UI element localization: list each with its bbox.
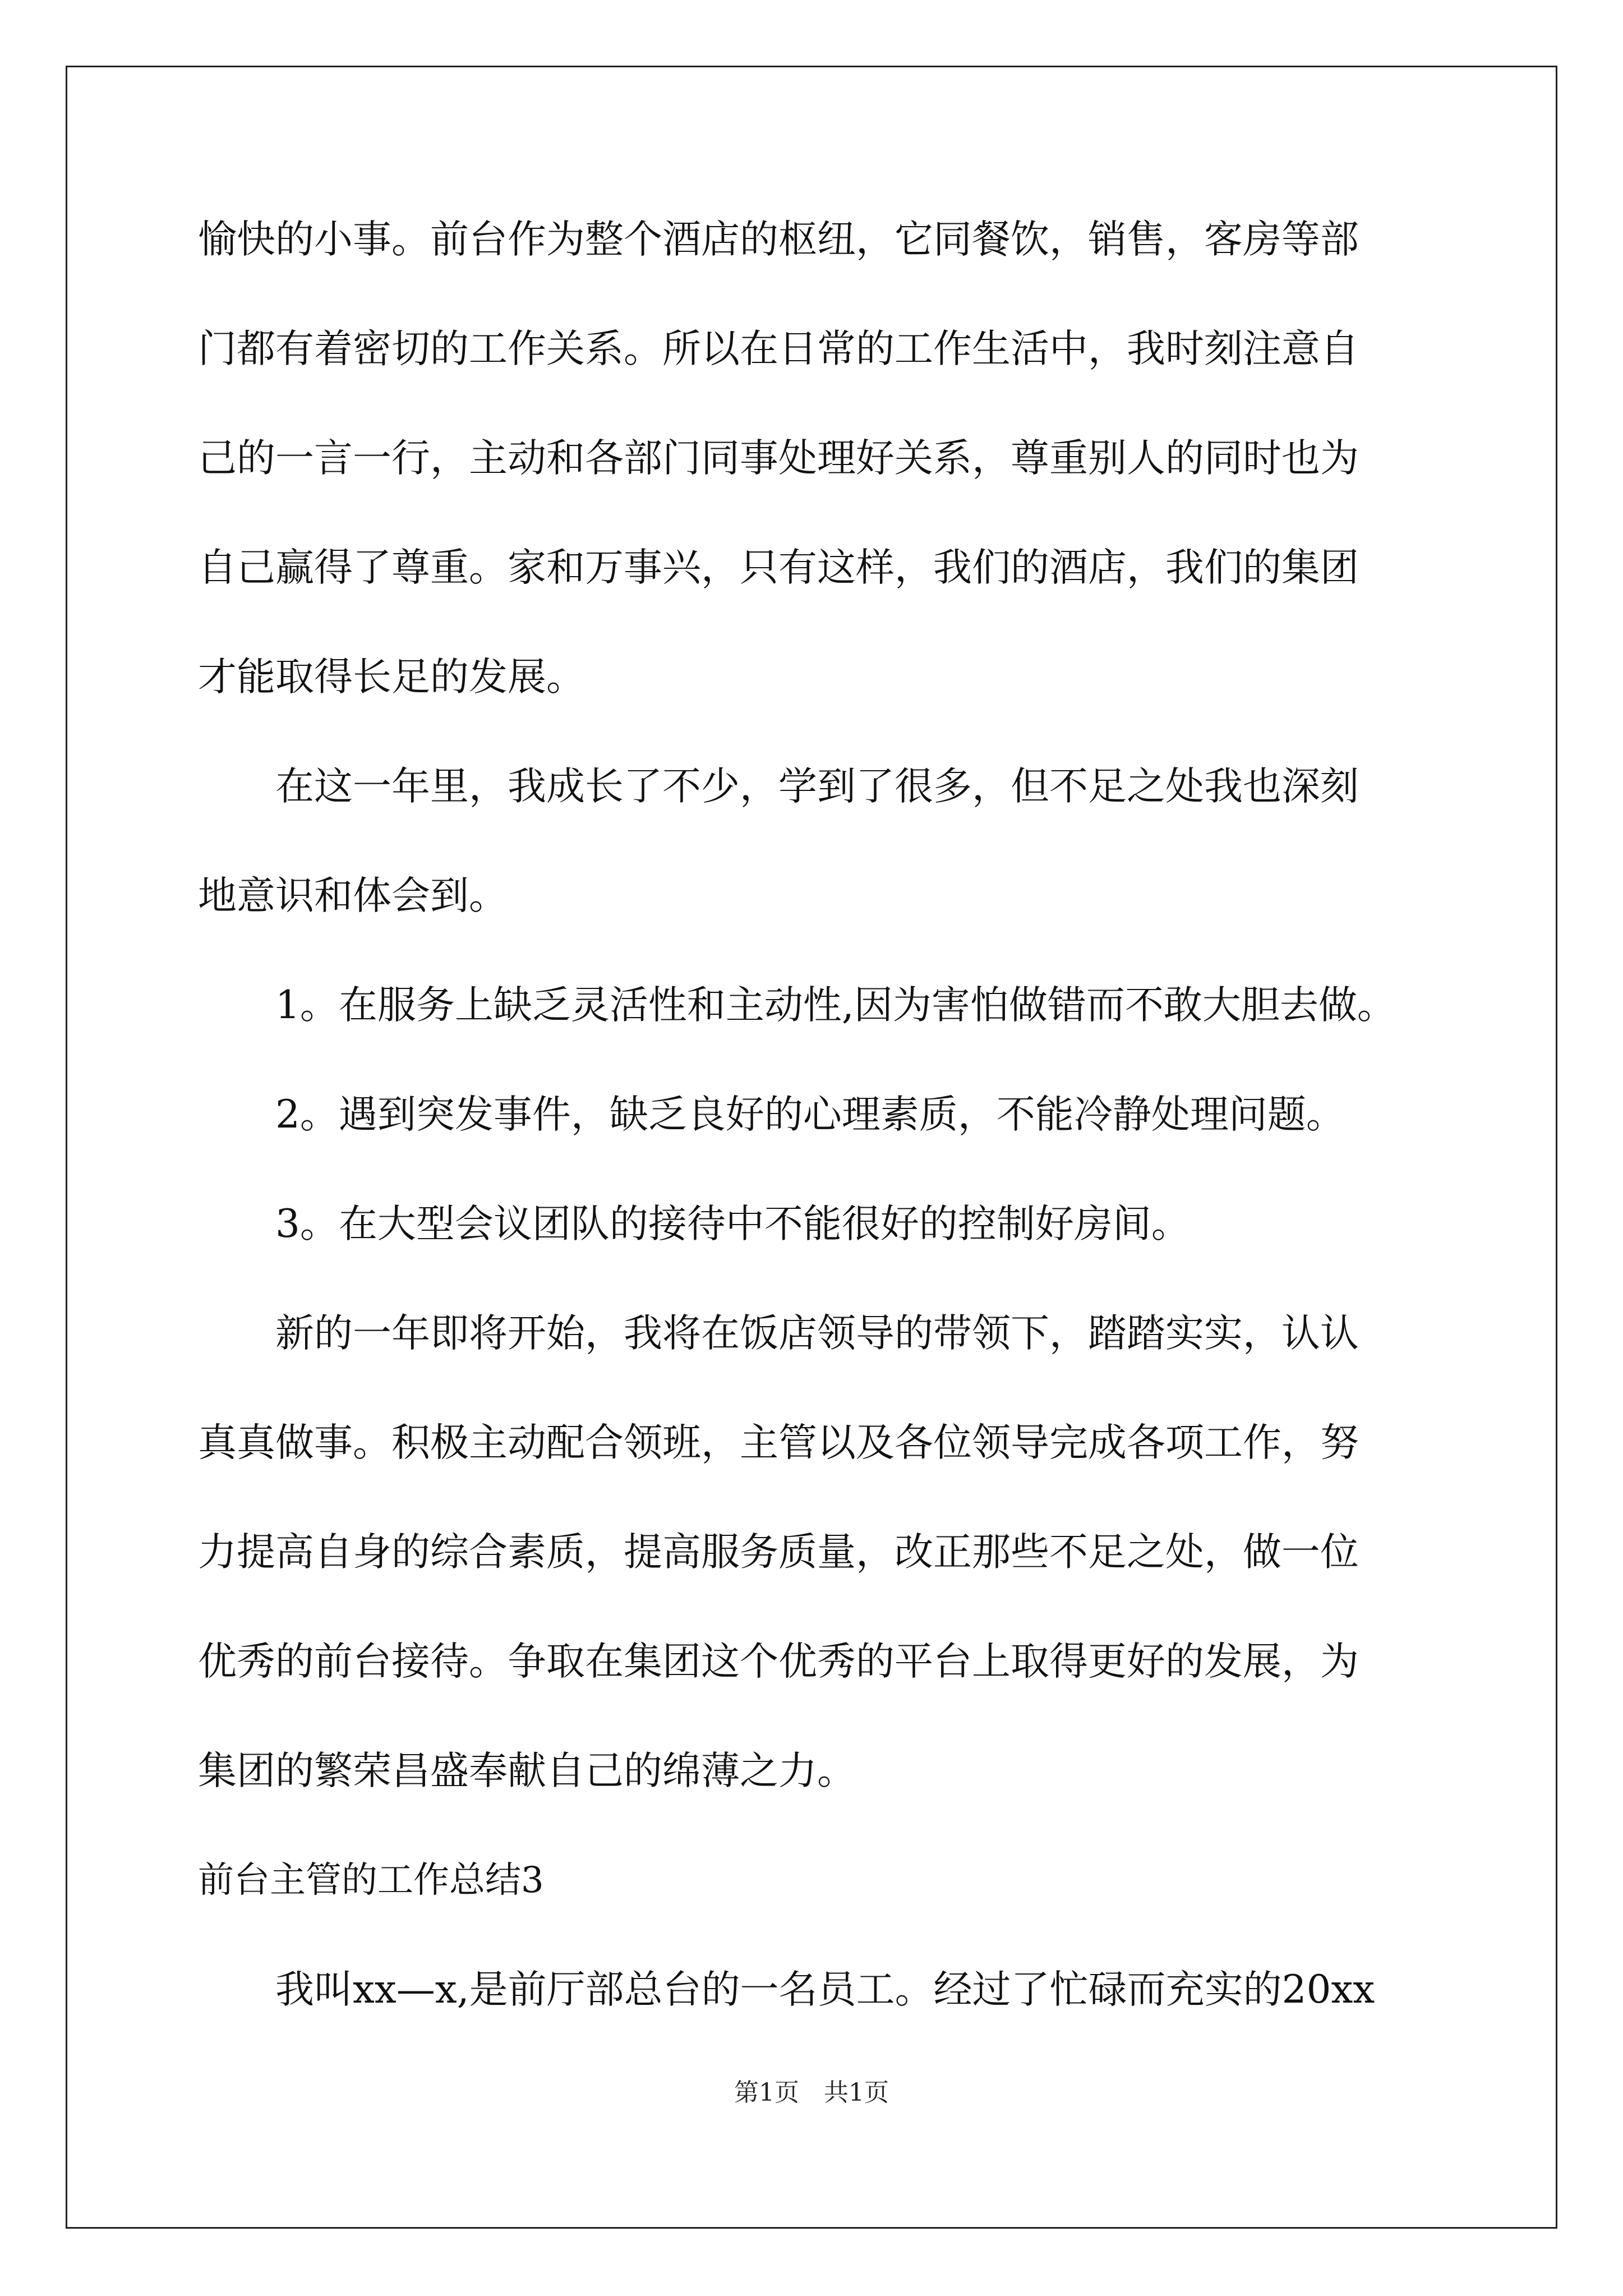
paragraph-6-line-4: 优秀的前台接待。争取在集团这个优秀的平台上取得更好的发展，为 (198, 1639, 1359, 1684)
list-item-1: 1。在服务上缺乏灵活性和主动性,因为害怕做错而不敢大胆去做。 (275, 983, 1396, 1028)
paragraph-1-line-3: 己的一言一行，主动和各部门同事处理好关系，尊重别人的同时也为 (198, 436, 1359, 481)
paragraph-6-line-5: 集团的繁荣昌盛奉献自己的绵薄之力。 (198, 1749, 856, 1793)
paragraph-1-line-4: 自己赢得了尊重。家和万事兴，只有这样，我们的酒店，我们的集团 (198, 545, 1359, 590)
paragraph-7-line-1: 我叫xx—x,是前厅部总台的一名员工。经过了忙碌而充实的20xx (275, 1967, 1375, 2012)
list-item-3: 3。在大型会议团队的接待中不能很好的控制好房间。 (275, 1202, 1190, 1246)
paragraph-2-line-2: 地意识和体会到。 (198, 873, 508, 918)
paragraph-1-line-2: 门都有着密切的工作关系。所以在日常的工作生活中，我时刻注意自 (198, 326, 1359, 371)
list-item-2: 2。遇到突发事件，缺乏良好的心理素质，不能冷静处理问题。 (275, 1092, 1345, 1137)
paragraph-1-line-1: 愉快的小事。前台作为整个酒店的枢纽，它同餐饮，销售，客房等部 (198, 217, 1359, 262)
page-number-footer: 第1页 共1页 (734, 2078, 889, 2107)
paragraph-2-line-1: 在这一年里，我成长了不少，学到了很多，但不足之处我也深刻 (275, 764, 1359, 809)
paragraph-1-line-5: 才能取得长足的发展。 (198, 655, 585, 700)
paragraph-6-line-2: 真真做事。积极主动配合领班，主管以及各位领导完成各项工作，努 (198, 1420, 1359, 1465)
paragraph-6-line-1: 新的一年即将开始，我将在饭店领导的带领下，踏踏实实，认认 (275, 1311, 1359, 1356)
paragraph-6-line-3: 力提高自身的综合素质，提高服务质量，改正那些不足之处，做一位 (198, 1530, 1359, 1575)
section-heading: 前台主管的工作总结3 (198, 1860, 544, 1901)
